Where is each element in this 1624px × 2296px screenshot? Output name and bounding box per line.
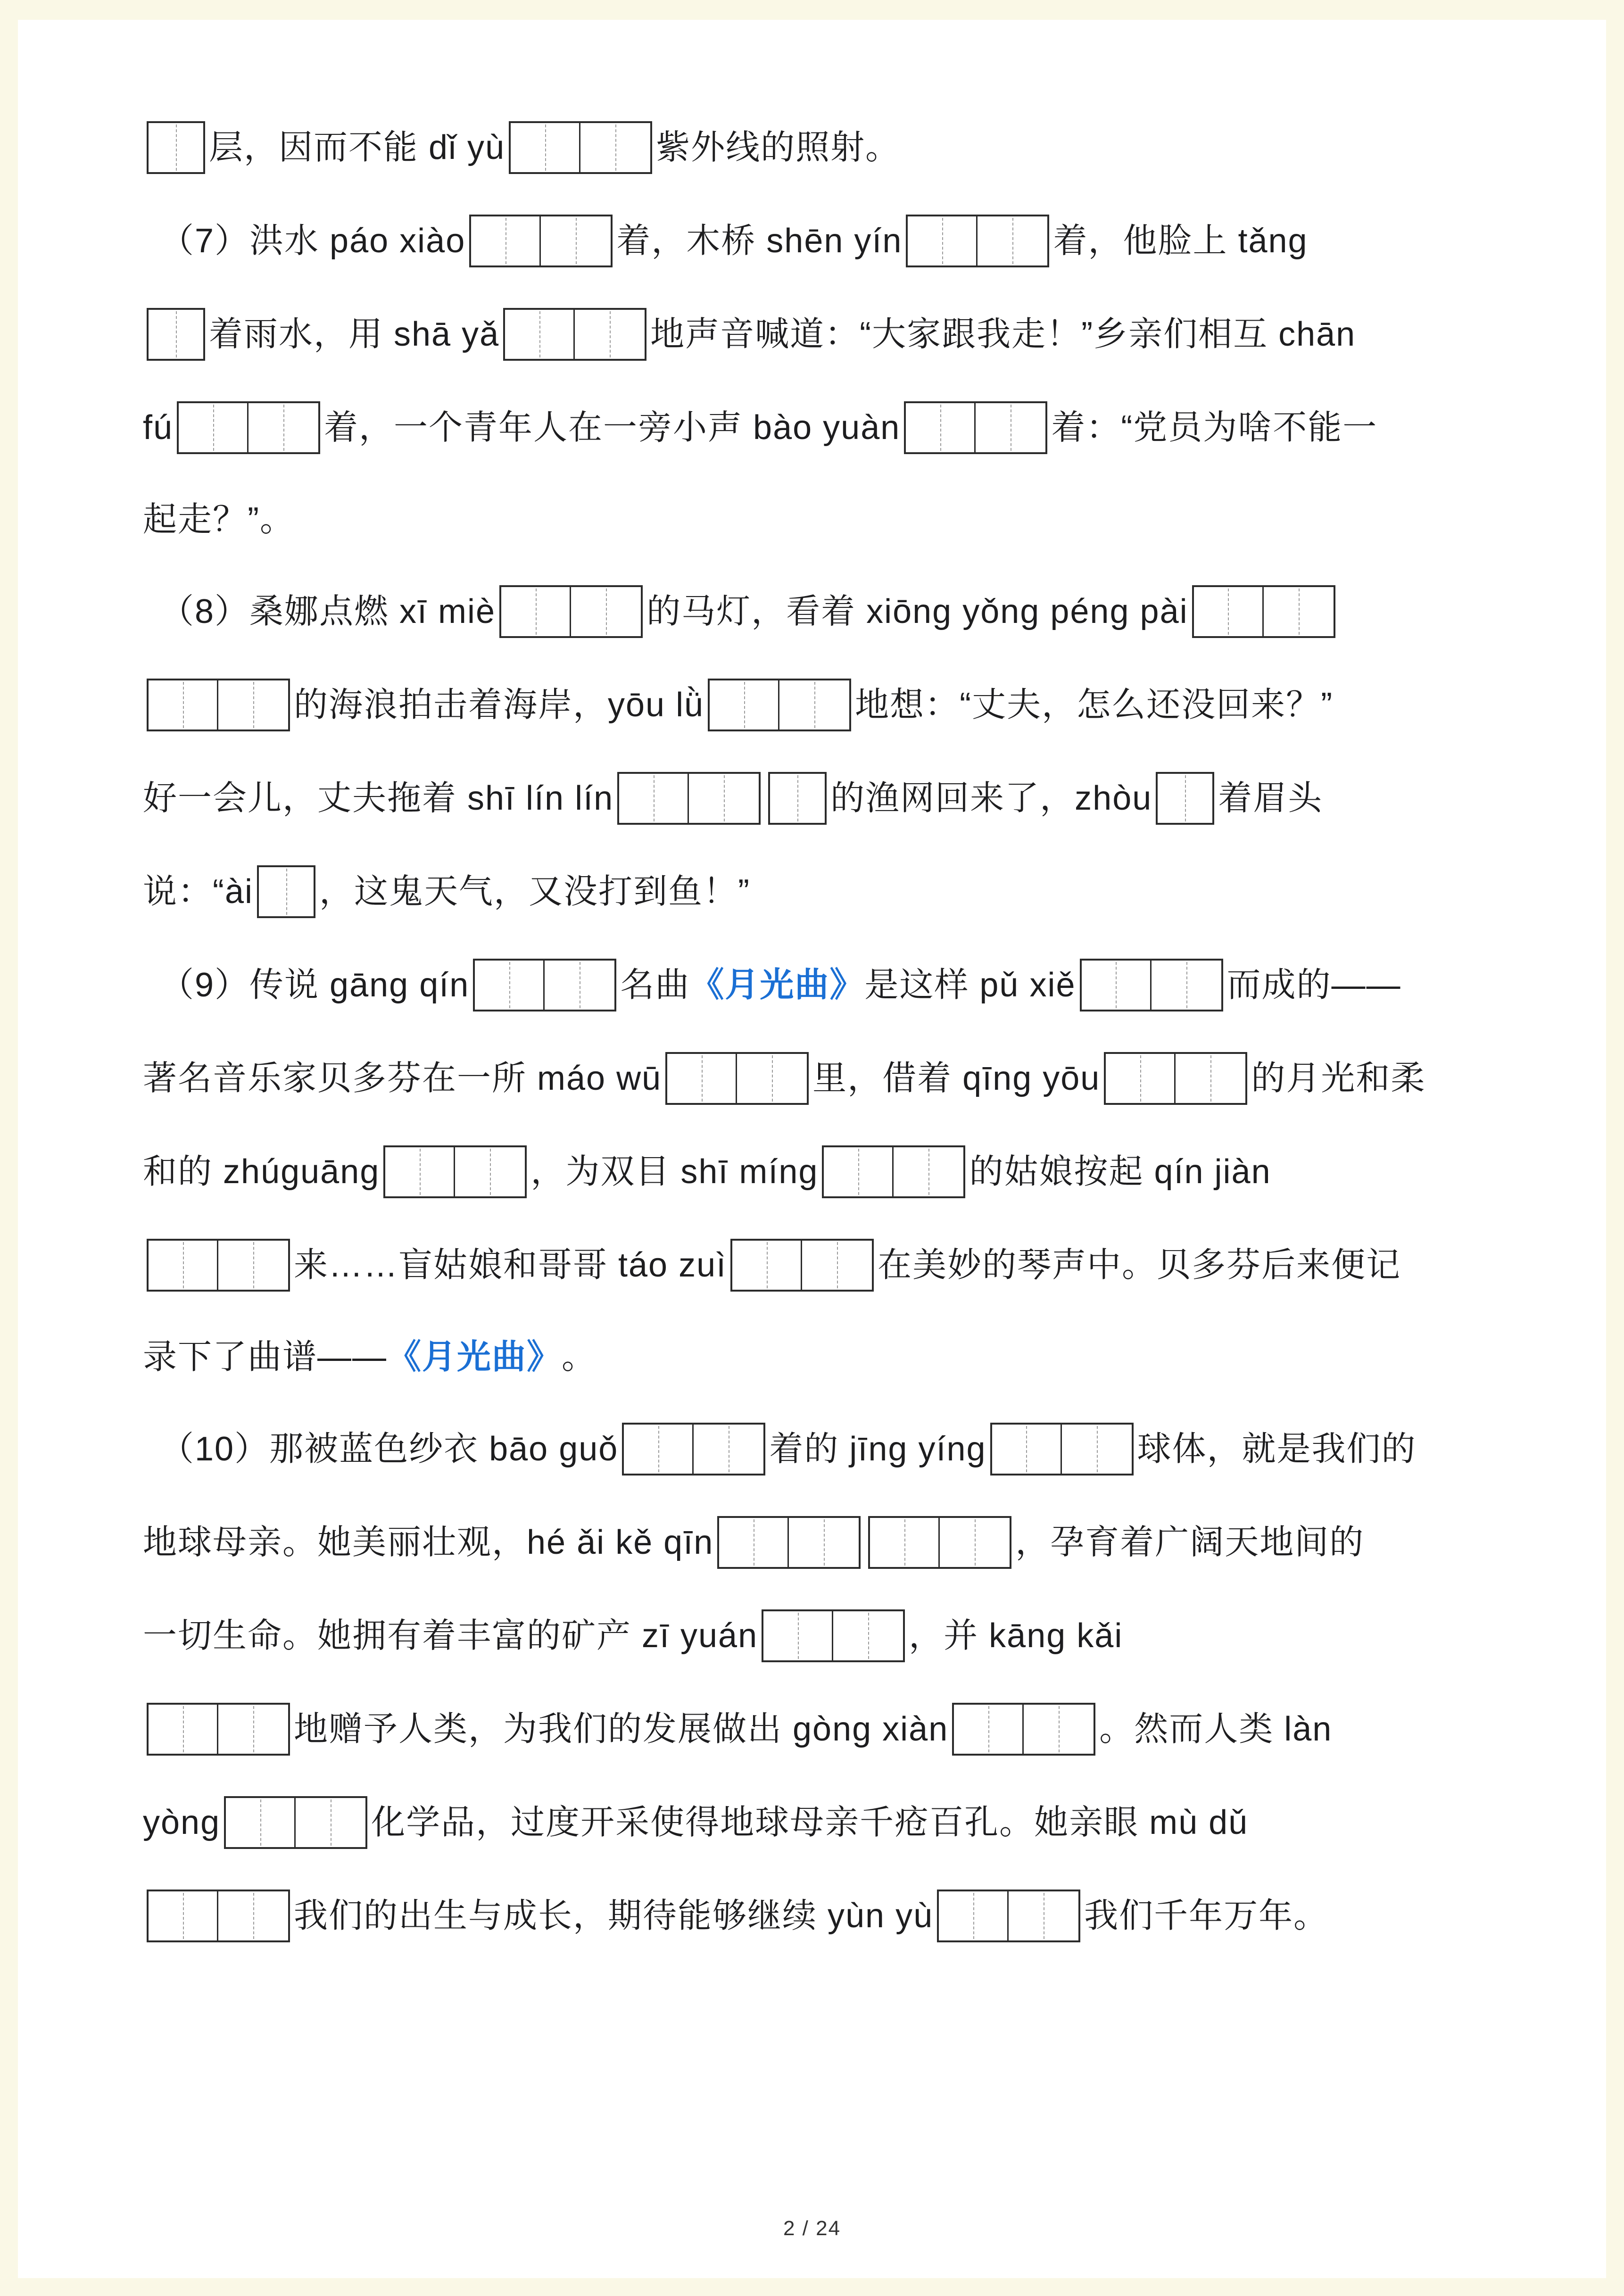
- answer-grid: [1080, 959, 1223, 1011]
- worksheet-line: [160, 215, 1493, 267]
- grid-cell: [226, 1798, 296, 1847]
- text-run: 的海浪拍击着海岸，yōu lǜ: [294, 686, 704, 724]
- grid-cell: [870, 1518, 940, 1567]
- grid-cell: [694, 1425, 763, 1474]
- answer-grid: [952, 1703, 1095, 1756]
- grid-cell: [249, 403, 318, 452]
- grid-cell: [501, 587, 571, 636]
- text-run: fú: [143, 408, 174, 447]
- grid-cell: [1176, 1054, 1245, 1103]
- grid-cell: [667, 1054, 737, 1103]
- answer-grid: [469, 215, 613, 267]
- text-run: 著名音乐家贝多芬在一所 máo wū: [143, 1059, 662, 1097]
- grid-cell: [719, 1518, 789, 1567]
- grid-cell: [992, 1425, 1062, 1474]
- worksheet-line: [143, 308, 1493, 361]
- grid-cell: [218, 1705, 288, 1754]
- grid-cell: [939, 1891, 1009, 1940]
- text-run: 。: [562, 1338, 597, 1376]
- worksheet-line: [160, 959, 1493, 1011]
- text-run: （7）洪水 páo xiào: [160, 222, 466, 260]
- text-run: ，并 kāng kǎi: [909, 1616, 1123, 1655]
- text-run: 的姑娘按起 qín jiàn: [969, 1152, 1271, 1191]
- answer-grid: [499, 585, 643, 638]
- answer-grid: [904, 401, 1047, 454]
- answer-grid: [147, 1703, 290, 1756]
- worksheet-line: [143, 1703, 1493, 1756]
- answer-grid: [1156, 772, 1214, 825]
- text-run: 地声音喊道：“大家跟我走！”乡亲们相互 chān: [650, 315, 1356, 353]
- answer-grid: [762, 1609, 905, 1662]
- grid-cell: [149, 310, 203, 359]
- answer-grid: [224, 1796, 367, 1849]
- grid-cell: [954, 1705, 1024, 1754]
- grid-cell: [580, 123, 650, 172]
- text-run: （10）那被蓝色纱衣 bāo guǒ: [160, 1430, 619, 1468]
- answer-grid: [617, 772, 761, 825]
- text-run: ，为双目 shī míng: [530, 1152, 819, 1191]
- answer-grid: [147, 1890, 290, 1942]
- text-run: 。然而人类 làn: [1099, 1710, 1333, 1748]
- grid-cell: [789, 1518, 859, 1567]
- grid-cell: [1264, 587, 1334, 636]
- answer-grid: [147, 308, 205, 361]
- text-run: 着雨水，用 shā yǎ: [209, 315, 500, 353]
- text-run: 一切生命。她拥有着丰富的矿产 zī yuán: [143, 1616, 758, 1655]
- grid-cell: [475, 961, 545, 1010]
- answer-grid: [708, 679, 851, 731]
- grid-cell: [1158, 774, 1212, 823]
- grid-cell: [1194, 587, 1264, 636]
- grid-cell: [779, 680, 849, 729]
- worksheet-line: [143, 1890, 1493, 1942]
- song-title-text: 《月光曲》: [690, 966, 865, 1004]
- worksheet-line: [143, 1145, 1493, 1198]
- grid-cell: [385, 1147, 455, 1196]
- text-run: 好一会儿，丈夫拖着 shī lín lín: [143, 779, 614, 817]
- answer-grid: [768, 772, 827, 825]
- worksheet-line: [143, 401, 1493, 454]
- answer-grid: [937, 1890, 1080, 1942]
- grid-cell: [763, 1611, 833, 1660]
- answer-grid: [177, 401, 320, 454]
- grid-cell: [179, 403, 249, 452]
- grid-cell: [770, 774, 825, 823]
- text-run: 地赠予人类，为我们的发展做出 gòng xiàn: [294, 1710, 949, 1748]
- grid-cell: [737, 1054, 807, 1103]
- worksheet-line: [143, 679, 1493, 731]
- worksheet-lines: [18, 20, 1606, 1942]
- worksheet-line: [143, 1796, 1493, 1849]
- worksheet-line: [143, 1052, 1493, 1105]
- text-run: 来……盲姑娘和哥哥 táo zuì: [294, 1246, 727, 1284]
- worksheet-line: [160, 1423, 1493, 1475]
- grid-cell: [1106, 1054, 1176, 1103]
- grid-cell: [624, 1425, 694, 1474]
- text-run: yòng: [143, 1803, 221, 1841]
- text-run: ，这鬼天气，又没打到鱼！”: [319, 872, 751, 911]
- grid-cell: [1009, 1891, 1078, 1940]
- text-run: 和的 zhúguāng: [143, 1152, 380, 1191]
- answer-grid: [822, 1145, 965, 1198]
- worksheet-line: [143, 1609, 1493, 1662]
- text-run: 的月光和柔: [1251, 1059, 1426, 1097]
- text-run: 名曲: [620, 966, 690, 1004]
- grid-cell: [505, 310, 575, 359]
- answer-grid: [717, 1516, 861, 1569]
- text-run: 地球母亲。她美丽壮观，hé ǎi kě qīn: [143, 1523, 714, 1561]
- grid-cell: [218, 1241, 288, 1290]
- grid-cell: [541, 216, 611, 265]
- worksheet-line: [143, 495, 1493, 545]
- grid-cell: [894, 1147, 963, 1196]
- answer-grid: [1104, 1052, 1247, 1105]
- text-run: 我们的出生与成长，期待能够继续 yùn yù: [294, 1897, 934, 1935]
- answer-grid: [906, 215, 1049, 267]
- grid-cell: [149, 123, 203, 172]
- grid-cell: [149, 1705, 218, 1754]
- grid-cell: [218, 1891, 288, 1940]
- worksheet-line: [143, 1516, 1493, 1569]
- answer-grid: [509, 121, 652, 174]
- grid-cell: [689, 774, 759, 823]
- text-run: 是这样 pǔ xiě: [864, 966, 1076, 1004]
- grid-cell: [149, 680, 218, 729]
- grid-cell: [149, 1891, 218, 1940]
- grid-cell: [978, 216, 1047, 265]
- grid-cell: [710, 680, 779, 729]
- text-run: 里，借着 qīng yōu: [812, 1059, 1101, 1097]
- grid-cell: [218, 680, 288, 729]
- grid-cell: [1024, 1705, 1094, 1754]
- worksheet-line: [143, 1239, 1493, 1292]
- text-run: 着的 jīng yíng: [769, 1430, 986, 1468]
- answer-grid: [383, 1145, 527, 1198]
- grid-cell: [545, 961, 614, 1010]
- text-run: （9）传说 gāng qín: [160, 966, 470, 1004]
- text-run: 而成的——: [1226, 966, 1401, 1004]
- text-run: 着：“党员为啥不能一: [1051, 408, 1378, 447]
- worksheet-line: [143, 121, 1493, 174]
- answer-grid: [990, 1423, 1134, 1475]
- answer-grid: [622, 1423, 765, 1475]
- grid-cell: [511, 123, 580, 172]
- grid-cell: [1062, 1425, 1132, 1474]
- grid-cell: [149, 1241, 218, 1290]
- grid-cell: [802, 1241, 872, 1290]
- page-number: 2 / 24: [783, 2217, 841, 2240]
- worksheet-line: [143, 1332, 1493, 1382]
- worksheet-line: [143, 772, 1493, 825]
- grid-cell: [976, 403, 1045, 452]
- grid-cell: [296, 1798, 365, 1847]
- text-run: 说：“ài: [143, 872, 254, 911]
- text-run: 层，因而不能 dǐ yù: [209, 128, 505, 166]
- grid-cell: [1082, 961, 1152, 1010]
- answer-grid: [473, 959, 616, 1011]
- grid-cell: [259, 867, 314, 916]
- grid-cell: [471, 216, 541, 265]
- grid-cell: [619, 774, 689, 823]
- text-run: 的马灯，看着 xiōng yǒng péng pài: [646, 592, 1188, 630]
- answer-grid: [503, 308, 646, 361]
- grid-cell: [940, 1518, 1010, 1567]
- grid-cell: [455, 1147, 525, 1196]
- grid-cell: [1152, 961, 1221, 1010]
- grid-cell: [571, 587, 641, 636]
- answer-grid: [147, 679, 290, 731]
- answer-grid: [147, 1239, 290, 1292]
- text-run: 在美妙的琴声中。贝多芬后来便记: [878, 1246, 1401, 1284]
- answer-grid: [1192, 585, 1335, 638]
- answer-grid: [868, 1516, 1011, 1569]
- worksheet-line: [143, 865, 1493, 918]
- song-title-text: 《月光曲》: [387, 1338, 562, 1376]
- text-run: 的渔网回来了，zhòu: [830, 779, 1152, 817]
- text-run: 球体，就是我们的: [1137, 1430, 1417, 1468]
- answer-grid: [147, 121, 205, 174]
- grid-cell: [833, 1611, 903, 1660]
- grid-cell: [575, 310, 645, 359]
- text-run: 着，一个青年人在一旁小声 bào yuàn: [324, 408, 901, 447]
- text-run: 化学品，过度开采使得地球母亲千疮百孔。她亲眼 mù dǔ: [371, 1803, 1249, 1841]
- text-run: 着，木桥 shēn yín: [616, 222, 903, 260]
- text-run: （8）桑娜点燃 xī miè: [160, 592, 496, 630]
- answer-grid: [257, 865, 315, 918]
- text-run: ，孕育着广阔天地间的: [1015, 1523, 1365, 1561]
- text-run: 我们千年万年。: [1084, 1897, 1329, 1935]
- worksheet-page: [18, 20, 1606, 2278]
- text-run: 地想：“丈夫，怎么还没回来？”: [855, 686, 1334, 724]
- grid-cell: [732, 1241, 802, 1290]
- text-run: 着，他脸上 tǎng: [1053, 222, 1308, 260]
- text-run: 着眉头: [1218, 779, 1323, 817]
- answer-grid: [730, 1239, 874, 1292]
- grid-cell: [824, 1147, 894, 1196]
- text-run: 紫外线的照射。: [656, 128, 901, 166]
- text-run: 起走？”。: [143, 500, 295, 539]
- answer-grid: [665, 1052, 809, 1105]
- grid-cell: [906, 403, 976, 452]
- grid-cell: [908, 216, 978, 265]
- text-run: 录下了曲谱——: [143, 1338, 388, 1376]
- worksheet-line: [160, 585, 1493, 638]
